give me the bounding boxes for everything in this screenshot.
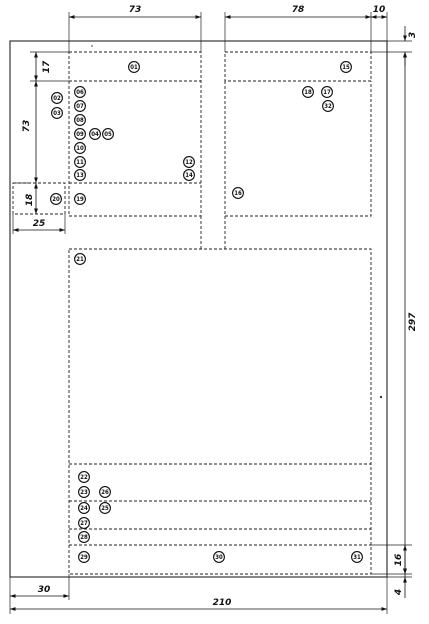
numbered-markers (51, 62, 363, 563)
dim-bottom-block-height: 16 (394, 553, 404, 567)
marker-16 (233, 188, 244, 199)
marker-30 (214, 552, 225, 563)
marker-18 (303, 87, 314, 98)
marker-label: 08 (76, 117, 84, 125)
marker-label: 01 (130, 64, 138, 72)
marker-10 (75, 143, 86, 154)
marker-label: 24 (80, 505, 88, 513)
marker-label: 16 (234, 190, 242, 198)
marker-label: 25 (101, 505, 109, 513)
dim-top-margin-right: 10 (372, 5, 386, 15)
sheet-outline (10, 41, 387, 577)
dim-sheet-width: 210 (212, 598, 232, 608)
marker-07 (75, 101, 86, 112)
marker-label: 02 (53, 95, 61, 103)
marker-14 (184, 170, 195, 181)
marker-label: 32 (324, 103, 332, 111)
marker-label: 15 (342, 64, 350, 72)
dim-left-margin: 30 (37, 585, 51, 595)
marker-22 (79, 472, 90, 483)
marker-label: 23 (80, 489, 88, 497)
dim-top-left-width: 73 (128, 5, 142, 15)
marker-label: 13 (76, 172, 84, 180)
marker-12 (184, 157, 195, 168)
speck (91, 45, 92, 46)
marker-label: 14 (185, 172, 193, 180)
marker-label: 27 (80, 520, 88, 528)
marker-02 (52, 93, 63, 104)
marker-29 (79, 552, 90, 563)
marker-label: 09 (76, 131, 84, 139)
dim-top-offset: 3 (408, 31, 418, 39)
marker-26 (100, 487, 111, 498)
dim-sheet-height: 297 (408, 312, 418, 332)
marker-label: 06 (76, 89, 84, 97)
left-body-block (69, 81, 201, 216)
marker-label: 29 (80, 554, 88, 562)
marker-label: 28 (80, 534, 88, 542)
marker-08 (75, 115, 86, 126)
main-area-block (69, 249, 371, 574)
dashed-blocks (13, 52, 371, 574)
marker-20 (51, 194, 62, 205)
speck (380, 396, 382, 398)
marker-label: 04 (91, 131, 99, 139)
marker-13 (75, 170, 86, 181)
marker-label: 03 (53, 110, 61, 118)
marker-15 (341, 62, 352, 73)
marker-label: 26 (101, 489, 109, 497)
marker-label: 12 (185, 159, 193, 167)
marker-03 (52, 108, 63, 119)
dim-left-small-block-height: 18 (25, 193, 35, 207)
marker-label: 20 (52, 196, 60, 204)
marker-label: 19 (76, 196, 84, 204)
marker-01 (129, 62, 140, 73)
marker-23 (79, 487, 90, 498)
marker-11 (75, 157, 86, 168)
marker-17 (322, 87, 333, 98)
right-body-block (225, 81, 371, 216)
marker-06 (75, 87, 86, 98)
marker-04 (90, 129, 101, 140)
dim-top-right-width: 78 (291, 5, 305, 15)
dim-left-top-block-height: 17 (42, 60, 52, 74)
marker-24 (79, 503, 90, 514)
marker-21 (75, 254, 86, 265)
dim-left-block-height: 73 (22, 119, 32, 133)
extension-lines (10, 12, 412, 614)
marker-label: 07 (76, 103, 84, 111)
marker-label: 11 (76, 159, 84, 167)
marker-09 (75, 129, 86, 140)
marker-label: 10 (76, 145, 84, 153)
marker-label: 31 (353, 554, 361, 562)
marker-05 (103, 129, 114, 140)
marker-31 (352, 552, 363, 563)
marker-28 (79, 532, 90, 543)
marker-19 (75, 194, 86, 205)
marker-25 (100, 503, 111, 514)
marker-27 (79, 518, 90, 529)
marker-label: 22 (80, 474, 88, 482)
marker-label: 18 (304, 89, 312, 97)
marker-label: 17 (323, 89, 331, 97)
dim-left-small-block-width: 25 (32, 219, 46, 229)
dim-bottom-offset: 4 (394, 588, 404, 596)
marker-label: 21 (76, 256, 84, 264)
marker-label: 30 (215, 554, 223, 562)
marker-32 (323, 101, 334, 112)
marker-label: 05 (104, 131, 112, 139)
